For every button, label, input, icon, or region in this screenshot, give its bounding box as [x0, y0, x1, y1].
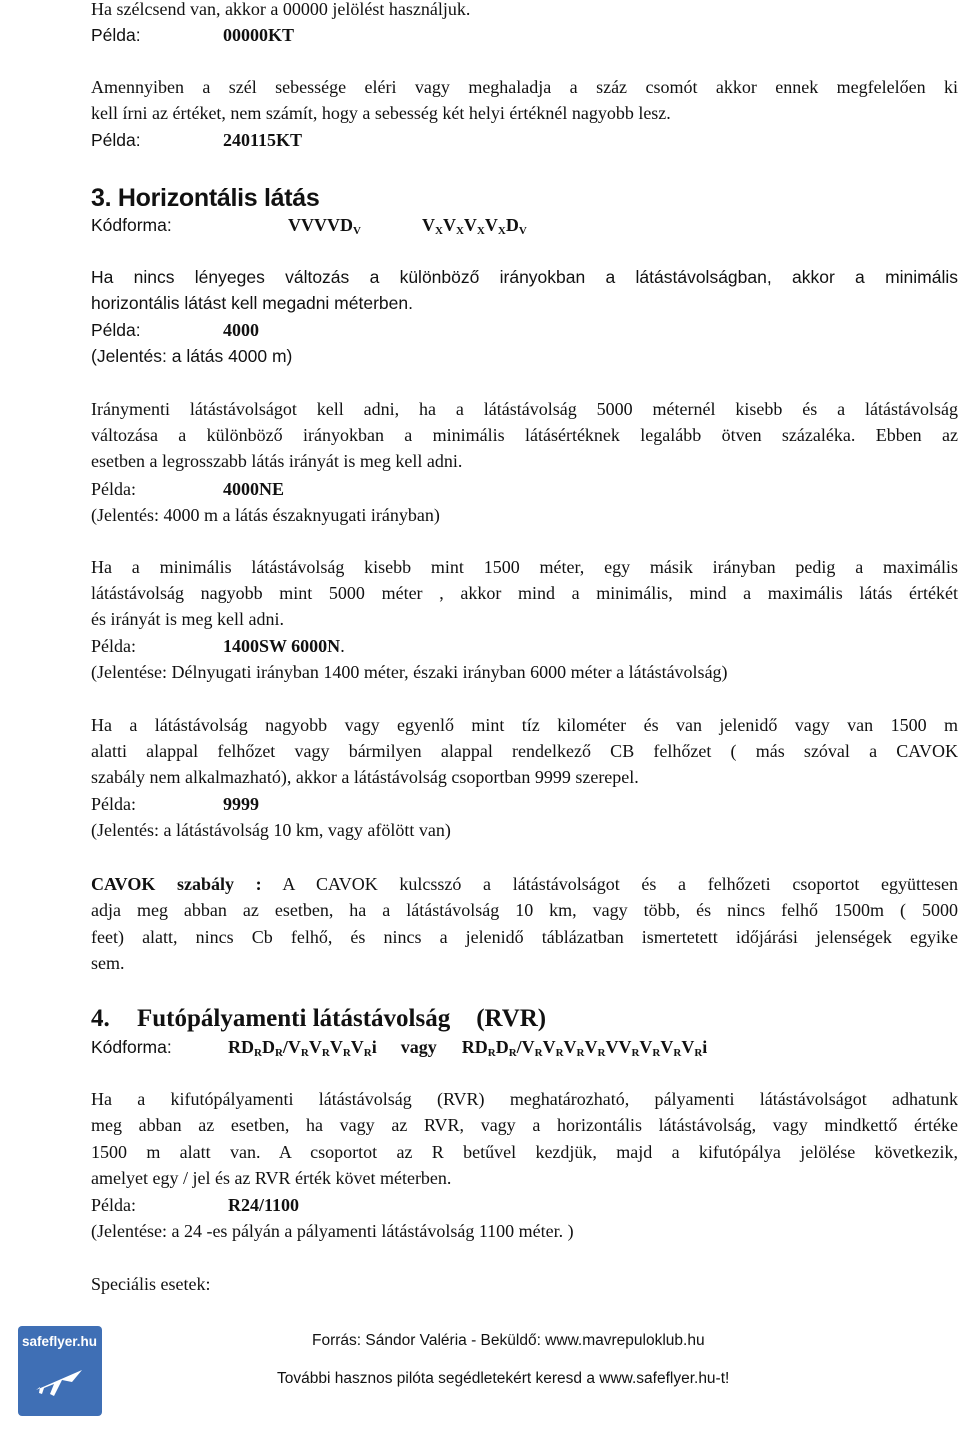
example-line [91, 23, 294, 47]
example-line [91, 1193, 299, 1217]
cavok-line [91, 872, 958, 896]
text-line: amelyet egy / jel és az RVR érték követ méterben. [91, 1168, 452, 1188]
example-meaning: (Jelentés: a látástávolság 10 km, vagy afölött van) [91, 820, 451, 840]
safeflyer-logo [18, 1326, 102, 1416]
example-meaning: (Jelentés: 4000 m a látás északnyugati irányban) [91, 505, 440, 525]
example-meaning: (Jelentés: a látás 4000 m) [91, 346, 293, 366]
example-value: 240115KT [223, 130, 303, 150]
section-heading: 3. Horizontális látás [91, 184, 320, 212]
example-value: 9999 [223, 794, 259, 814]
text-line: alatti alappal felhőzet vagy bármilyen alappal rendelkező CB felhőzet ( más szóval a CAVOK [91, 741, 958, 761]
example-label: Példa: [91, 25, 141, 45]
text-line: Iránymenti látástávolságot kell adni, ha a látástávolság 5000 méternél kisebb és a látástávolság [91, 399, 958, 419]
text-line: feet) alatt, nincs Cb felhő, és nincs a jelenidő táblázatban ismertetett időjárási jelenségek egyike [91, 927, 958, 947]
section-heading [91, 1004, 546, 1034]
example-meaning: (Jelentése: Délnyugati irányban 1400 méter, északi irányban 6000 méter a látástávolság) [91, 662, 728, 682]
example-label: Példa: [91, 794, 136, 814]
cavok-text: A CAVOK kulcsszó a látástávolságot és a felhőzeti csoportot együttesen [282, 874, 958, 894]
airplane-icon [32, 1360, 88, 1408]
footer-more: További hasznos pilóta segédletekért keresd a www.safeflyer.hu-t! [277, 1370, 730, 1387]
example-value: 00000KT [223, 25, 295, 45]
text-line: Ha a kifutópályamenti látástávolság (RVR) meghatározható, pályamenti látástávolságot adhatunk [91, 1089, 958, 1109]
text-line: Ha a minimális látástávolság kisebb mint 1500 méter, egy másik irányban pedig a maximális [91, 557, 958, 577]
code-form-label: Kódforma: [91, 1037, 172, 1057]
example-label: Példa: [91, 479, 136, 499]
text-line: kell írni az értéket, nem számít, hogy a sebesség két helyi értéknél nagyobb lesz. [91, 103, 671, 123]
text-line: esetben a legrosszabb látás irányát is meg kell adni. [91, 451, 463, 471]
code-form-line [91, 213, 527, 237]
text-line: és irányát is meg kell adni. [91, 609, 284, 629]
text-line: Ha szélcsend van, akkor a 00000 jelölést használjuk. [91, 0, 471, 19]
section-number: 4. [91, 1005, 110, 1032]
example-line [91, 318, 259, 342]
code-form-label: Kódforma: [91, 215, 172, 235]
code-form-b: $V_XV_XV_XV_XD_V$ [422, 215, 527, 237]
example-value: 4000NE [223, 479, 285, 499]
example-meaning: (Jelentése: a 24 -es pályán a pályamenti látástávolság 1100 méter. ) [91, 1221, 574, 1241]
example-line [91, 792, 259, 816]
text-line: változása a különböző irányokban a minimális látásértéknek legalább ötven százaléka. Ebben az [91, 425, 958, 445]
code-form-b: $RD_RD_R/V_RV_RV_RV_RVV_RV_RV_RV_Ri$ [461, 1037, 708, 1059]
text-line: 1500 m alatt van. A csoportot az R betűvel kezdjük, majd a kifutópálya jelölése következik, [91, 1142, 958, 1162]
example-label: Példa: [91, 130, 141, 150]
example-label: Példa: [91, 636, 136, 656]
section-abbr: (RVR) [476, 1005, 547, 1032]
example-line [91, 634, 345, 658]
text-line: Speciális esetek: [91, 1274, 211, 1294]
logo-text: safeflyer.hu [22, 1334, 98, 1349]
text-line: látástávolság nagyobb mint 5000 méter , akkor mind a minimális, mind a maximális látás értékét [91, 583, 958, 603]
example-line [91, 477, 284, 501]
example-label: Példa: [91, 1195, 136, 1215]
text-line: Ha nincs lényeges változás a különböző irányokban a látástávolságban, akkor a minimális [91, 267, 958, 287]
example-line [91, 128, 302, 152]
code-form-a: $VVVVD_V$ [288, 215, 361, 237]
code-form-line [91, 1035, 707, 1059]
footer-source: Forrás: Sándor Valéria - Beküldő: www.mavrepuloklub.hu [312, 1332, 705, 1349]
example-value: R24/1100 [228, 1195, 300, 1215]
example-label: Példa: [91, 320, 141, 340]
code-form-a: $RD_RD_R/V_RV_RV_RV_Ri$ [228, 1037, 377, 1059]
text-line: Ha a látástávolság nagyobb vagy egyenlő mint tíz kilométer és van jelenidő vagy van 1500 m [91, 715, 958, 735]
text-line: sem. [91, 953, 125, 973]
section-title: Futópályamenti látástávolság [137, 1005, 451, 1032]
example-tail: . [340, 636, 345, 656]
text-line: horizontális látást kell megadni méterben. [91, 293, 413, 313]
text-line: szabály nem alkalmazható), akkor a látástávolság csoportban 9999 szerepel. [91, 767, 639, 787]
example-value: 1400SW 6000N [223, 636, 341, 656]
cavok-label: CAVOK szabály : [91, 874, 262, 894]
text-line: Amennyiben a szél sebessége eléri vagy meghaladja a száz csomót akkor ennek megfelelően ki [91, 77, 958, 97]
code-form-or: vagy [400, 1037, 437, 1057]
text-line: meg abban az esetben, ha vagy az RVR, vagy a horizontális látástávolság, vagy mindkettő értéke [91, 1115, 958, 1135]
example-value: 4000 [223, 320, 259, 340]
text-line: adja meg abban az esetben, ha a látástávolság 10 km, vagy több, és nincs felhő 1500m ( 5000 [91, 900, 958, 920]
